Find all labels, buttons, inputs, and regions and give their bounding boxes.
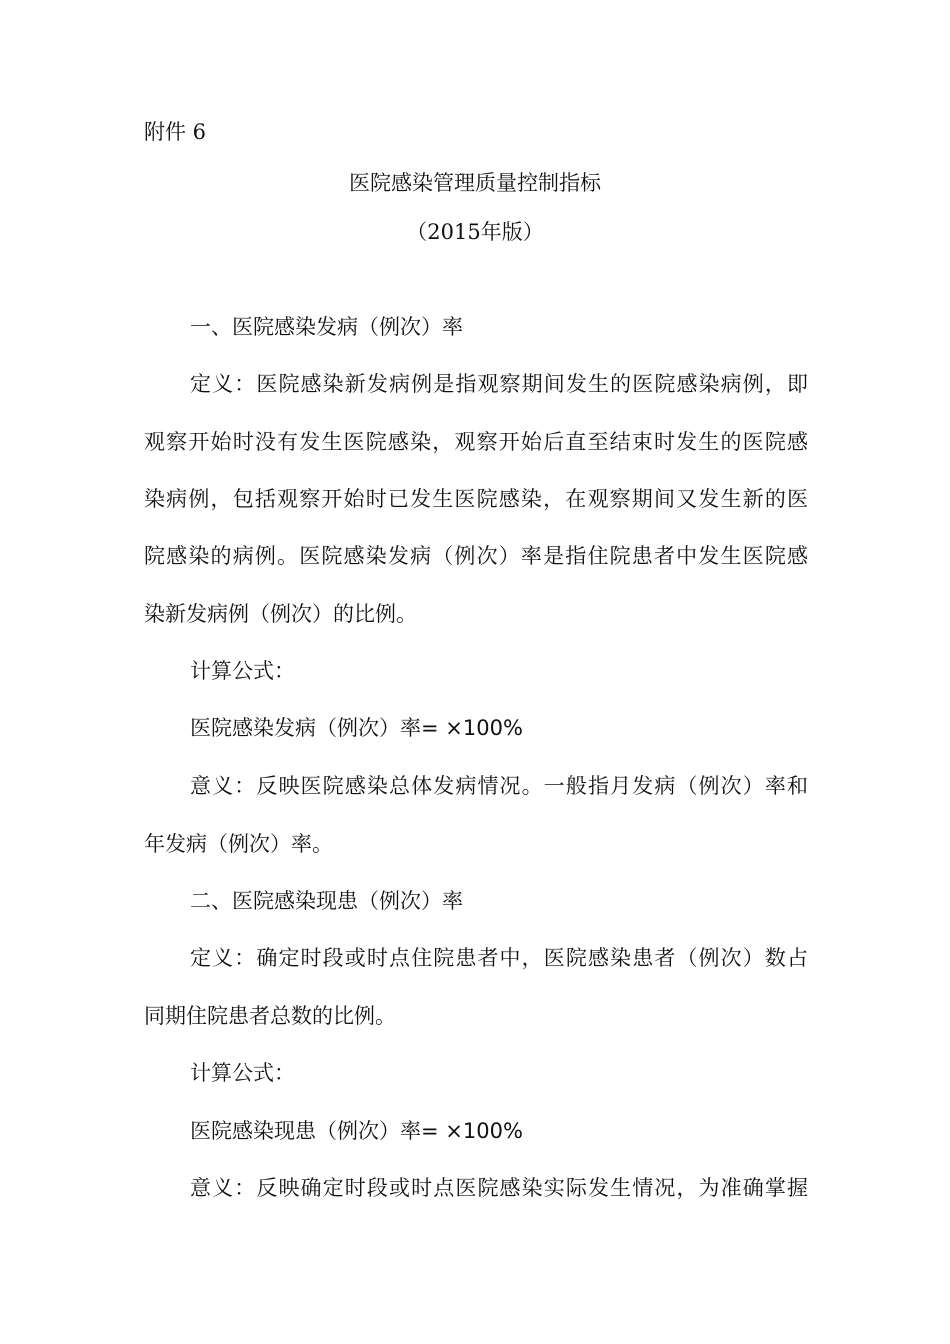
paragraph-line: 观察开始时没有发生医院感染，观察开始后直至结束时发生的医院感 — [144, 430, 808, 454]
document-title: 医院感染管理质量控制指标 — [349, 171, 601, 195]
paragraph-line: 染病例，包括观察开始时已发生医院感染，在观察期间又发生新的医 — [144, 487, 808, 511]
formula-label: 计算公式： — [190, 1061, 295, 1085]
paragraph-line: 院感染的病例。医院感染发病（例次）率是指住院患者中发生医院感 — [144, 544, 808, 568]
paragraph-line: 意义：反映医院感染总体发病情况。一般指月发病（例次）率和 — [190, 774, 808, 798]
attachment-label: 附件 6 — [144, 120, 207, 144]
paragraph-line: 年发病（例次）率。 — [144, 832, 333, 856]
document-edition: （2015年版） — [406, 220, 544, 244]
paragraph-line: 定义：医院感染新发病例是指观察期间发生的医院感染病例，即 — [190, 372, 808, 396]
paragraph-line: 意义：反映确定时段或时点医院感染实际发生情况，为准确掌握 — [190, 1176, 808, 1200]
formula-line: 医院感染现患（例次）率= ×100% — [190, 1119, 523, 1143]
section-heading-1: 一、医院感染发病（例次）率 — [190, 315, 463, 339]
paragraph-line: 染新发病例（例次）的比例。 — [144, 602, 417, 626]
paragraph-line: 定义：确定时段或时点住院患者中，医院感染患者（例次）数占 — [190, 946, 808, 970]
formula-line: 医院感染发病（例次）率= ×100% — [190, 716, 523, 740]
paragraph-line: 同期住院患者总数的比例。 — [144, 1004, 396, 1028]
formula-label: 计算公式： — [190, 659, 295, 683]
section-heading-2: 二、医院感染现患（例次）率 — [190, 889, 463, 913]
